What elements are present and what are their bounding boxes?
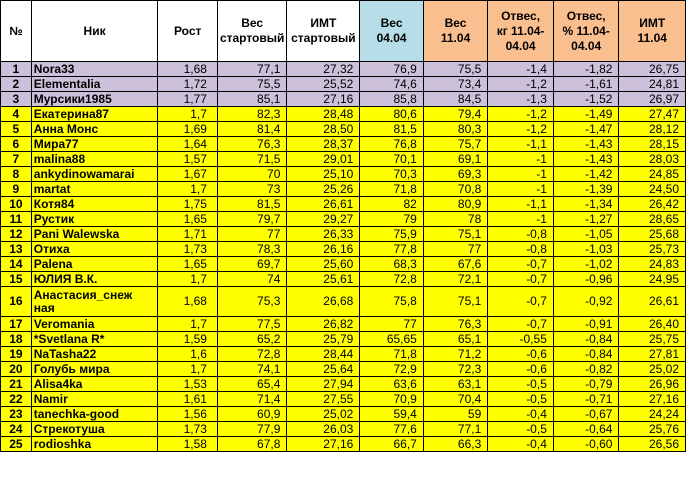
- cell-number: 18: [1, 332, 32, 347]
- cell-height: 1,59: [158, 332, 218, 347]
- cell-weight-start: 85,1: [217, 92, 286, 107]
- cell-weight-0404: 80,6: [360, 107, 424, 122]
- table-row: [1, 437, 686, 452]
- header-loss-kg: Отвес, кг 11.04- 04.04: [488, 1, 554, 62]
- cell-weight-0404: 70,9: [360, 392, 424, 407]
- cell-loss-pct: -1,05: [553, 227, 619, 242]
- cell-bmi-start: 25,64: [287, 362, 360, 377]
- cell-loss-kg: -0,7: [488, 287, 554, 317]
- cell-height: 1,56: [158, 407, 218, 422]
- cell-number: 25: [1, 437, 32, 452]
- cell-weight-1104: 73,4: [423, 77, 487, 92]
- cell-height: 1,7: [158, 317, 218, 332]
- cell-nick: Namir: [31, 392, 158, 407]
- cell-weight-0404: 68,3: [360, 257, 424, 272]
- cell-loss-kg: -1,2: [488, 122, 554, 137]
- cell-loss-kg: -1: [488, 152, 554, 167]
- header-weight-1104: Вес 11.04: [423, 1, 487, 62]
- table-row: [1, 422, 686, 437]
- header-nick: Ник: [31, 1, 158, 62]
- cell-weight-start: 75,3: [217, 287, 286, 317]
- cell-weight-start: 78,3: [217, 242, 286, 257]
- cell-nick: Nora33: [31, 62, 158, 77]
- cell-height: 1,77: [158, 92, 218, 107]
- cell-weight-start: 72,8: [217, 347, 286, 362]
- cell-weight-1104: 71,2: [423, 347, 487, 362]
- cell-bmi-start: 25,02: [287, 407, 360, 422]
- cell-bmi-1104: 28,03: [619, 152, 686, 167]
- cell-weight-1104: 75,5: [423, 62, 487, 77]
- cell-bmi-1104: 24,83: [619, 257, 686, 272]
- cell-height: 1,65: [158, 212, 218, 227]
- cell-loss-pct: -0,82: [553, 362, 619, 377]
- table-row: [1, 242, 686, 257]
- table-row: [1, 377, 686, 392]
- cell-weight-start: 77,9: [217, 422, 286, 437]
- cell-height: 1,72: [158, 77, 218, 92]
- cell-bmi-start: 26,16: [287, 242, 360, 257]
- cell-loss-kg: -0,7: [488, 317, 554, 332]
- cell-weight-0404: 77,8: [360, 242, 424, 257]
- cell-weight-0404: 77,6: [360, 422, 424, 437]
- cell-bmi-1104: 28,15: [619, 137, 686, 152]
- cell-bmi-1104: 25,02: [619, 362, 686, 377]
- cell-weight-start: 81,5: [217, 197, 286, 212]
- cell-loss-kg: -0,6: [488, 347, 554, 362]
- cell-weight-1104: 66,3: [423, 437, 487, 452]
- cell-height: 1,69: [158, 122, 218, 137]
- cell-loss-pct: -1,39: [553, 182, 619, 197]
- cell-loss-kg: -1,3: [488, 92, 554, 107]
- cell-weight-0404: 77: [360, 317, 424, 332]
- cell-nick: Стрекотуша: [31, 422, 158, 437]
- cell-weight-0404: 79: [360, 212, 424, 227]
- cell-nick: malina88: [31, 152, 158, 167]
- cell-weight-1104: 65,1: [423, 332, 487, 347]
- cell-weight-1104: 75,1: [423, 227, 487, 242]
- cell-weight-start: 77,5: [217, 317, 286, 332]
- cell-loss-pct: -1,49: [553, 107, 619, 122]
- cell-bmi-start: 25,60: [287, 257, 360, 272]
- cell-weight-1104: 72,3: [423, 362, 487, 377]
- cell-loss-pct: -1,43: [553, 137, 619, 152]
- cell-weight-1104: 69,1: [423, 152, 487, 167]
- cell-bmi-1104: 24,50: [619, 182, 686, 197]
- cell-loss-kg: -1: [488, 167, 554, 182]
- cell-weight-1104: 59: [423, 407, 487, 422]
- cell-nick: Екатерина87: [31, 107, 158, 122]
- cell-weight-start: 65,2: [217, 332, 286, 347]
- cell-number: 11: [1, 212, 32, 227]
- cell-bmi-start: 26,33: [287, 227, 360, 242]
- cell-height: 1,75: [158, 197, 218, 212]
- cell-nick: Мира77: [31, 137, 158, 152]
- cell-bmi-1104: 26,61: [619, 287, 686, 317]
- cell-loss-pct: -0,84: [553, 332, 619, 347]
- cell-height: 1,65: [158, 257, 218, 272]
- cell-number: 14: [1, 257, 32, 272]
- cell-bmi-start: 28,48: [287, 107, 360, 122]
- cell-weight-1104: 70,8: [423, 182, 487, 197]
- table-row: [1, 407, 686, 422]
- cell-loss-kg: -0,5: [488, 392, 554, 407]
- table-row: [1, 152, 686, 167]
- cell-bmi-1104: 26,40: [619, 317, 686, 332]
- cell-loss-pct: -1,34: [553, 197, 619, 212]
- table-row: [1, 197, 686, 212]
- table-row: [1, 182, 686, 197]
- cell-height: 1,67: [158, 167, 218, 182]
- cell-loss-kg: -0,7: [488, 272, 554, 287]
- cell-loss-pct: -0,91: [553, 317, 619, 332]
- cell-weight-start: 75,5: [217, 77, 286, 92]
- table-body: [1, 62, 686, 452]
- cell-height: 1,7: [158, 107, 218, 122]
- cell-loss-kg: -0,8: [488, 242, 554, 257]
- cell-weight-0404: 76,9: [360, 62, 424, 77]
- cell-nick: ankydinowamarai: [31, 167, 158, 182]
- cell-bmi-1104: 26,75: [619, 62, 686, 77]
- cell-height: 1,53: [158, 377, 218, 392]
- cell-nick: martat: [31, 182, 158, 197]
- table-row: [1, 137, 686, 152]
- cell-bmi-1104: 26,96: [619, 377, 686, 392]
- cell-number: 10: [1, 197, 32, 212]
- cell-weight-start: 82,3: [217, 107, 286, 122]
- header-loss-pct: Отвес, % 11.04- 04.04: [553, 1, 619, 62]
- cell-loss-pct: -0,67: [553, 407, 619, 422]
- cell-weight-1104: 75,1: [423, 287, 487, 317]
- cell-weight-start: 74: [217, 272, 286, 287]
- cell-number: 3: [1, 92, 32, 107]
- cell-weight-start: 71,5: [217, 152, 286, 167]
- cell-weight-0404: 71,8: [360, 347, 424, 362]
- cell-weight-start: 77: [217, 227, 286, 242]
- cell-height: 1,61: [158, 392, 218, 407]
- cell-bmi-start: 26,68: [287, 287, 360, 317]
- cell-height: 1,68: [158, 62, 218, 77]
- cell-loss-pct: -1,47: [553, 122, 619, 137]
- table-row: [1, 77, 686, 92]
- table-row: [1, 107, 686, 122]
- cell-weight-0404: 85,8: [360, 92, 424, 107]
- cell-bmi-1104: 24,24: [619, 407, 686, 422]
- cell-bmi-start: 25,79: [287, 332, 360, 347]
- cell-bmi-start: 27,16: [287, 92, 360, 107]
- cell-weight-0404: 72,9: [360, 362, 424, 377]
- cell-weight-0404: 82: [360, 197, 424, 212]
- cell-bmi-1104: 28,65: [619, 212, 686, 227]
- cell-bmi-start: 28,50: [287, 122, 360, 137]
- table-row: [1, 332, 686, 347]
- cell-bmi-start: 25,26: [287, 182, 360, 197]
- cell-number: 13: [1, 242, 32, 257]
- cell-nick: Мурсики1985: [31, 92, 158, 107]
- cell-bmi-start: 27,94: [287, 377, 360, 392]
- cell-bmi-1104: 27,16: [619, 392, 686, 407]
- header-bmi-start: ИМТ стартовый: [287, 1, 360, 62]
- cell-bmi-1104: 25,73: [619, 242, 686, 257]
- cell-weight-0404: 71,8: [360, 182, 424, 197]
- cell-number: 22: [1, 392, 32, 407]
- cell-number: 17: [1, 317, 32, 332]
- cell-loss-kg: -0,8: [488, 227, 554, 242]
- cell-bmi-start: 26,61: [287, 197, 360, 212]
- cell-loss-kg: -1,2: [488, 77, 554, 92]
- cell-weight-1104: 75,7: [423, 137, 487, 152]
- cell-loss-kg: -0,5: [488, 422, 554, 437]
- cell-nick: Рустик: [31, 212, 158, 227]
- table-row: [1, 122, 686, 137]
- cell-number: 6: [1, 137, 32, 152]
- cell-loss-pct: -0,96: [553, 272, 619, 287]
- cell-loss-kg: -0,7: [488, 257, 554, 272]
- cell-weight-start: 65,4: [217, 377, 286, 392]
- cell-number: 9: [1, 182, 32, 197]
- cell-nick: Veromania: [31, 317, 158, 332]
- cell-weight-1104: 63,1: [423, 377, 487, 392]
- cell-loss-pct: -1,27: [553, 212, 619, 227]
- cell-loss-pct: -1,61: [553, 77, 619, 92]
- cell-loss-pct: -1,52: [553, 92, 619, 107]
- cell-bmi-start: 26,03: [287, 422, 360, 437]
- cell-nick: Отиха: [31, 242, 158, 257]
- cell-height: 1,73: [158, 242, 218, 257]
- cell-weight-0404: 70,3: [360, 167, 424, 182]
- header-height: Рост: [158, 1, 218, 62]
- cell-weight-0404: 66,7: [360, 437, 424, 452]
- cell-height: 1,57: [158, 152, 218, 167]
- cell-loss-kg: -1,4: [488, 62, 554, 77]
- header-row: [1, 1, 686, 62]
- cell-weight-start: 67,8: [217, 437, 286, 452]
- cell-height: 1,64: [158, 137, 218, 152]
- cell-nick: Голубь мира: [31, 362, 158, 377]
- cell-number: 7: [1, 152, 32, 167]
- cell-bmi-1104: 25,75: [619, 332, 686, 347]
- cell-bmi-start: 25,52: [287, 77, 360, 92]
- cell-height: 1,73: [158, 422, 218, 437]
- cell-loss-kg: -0,6: [488, 362, 554, 377]
- cell-nick: *Svetlana R*: [31, 332, 158, 347]
- cell-height: 1,7: [158, 272, 218, 287]
- cell-weight-start: 74,1: [217, 362, 286, 377]
- cell-bmi-start: 29,01: [287, 152, 360, 167]
- cell-loss-kg: -0,4: [488, 437, 554, 452]
- cell-weight-0404: 59,4: [360, 407, 424, 422]
- cell-loss-pct: -1,42: [553, 167, 619, 182]
- cell-loss-pct: -1,43: [553, 152, 619, 167]
- cell-weight-1104: 77,1: [423, 422, 487, 437]
- cell-weight-1104: 67,6: [423, 257, 487, 272]
- cell-weight-start: 71,4: [217, 392, 286, 407]
- cell-loss-pct: -0,84: [553, 347, 619, 362]
- table-row: [1, 392, 686, 407]
- cell-weight-0404: 76,8: [360, 137, 424, 152]
- cell-loss-pct: -1,03: [553, 242, 619, 257]
- cell-weight-1104: 78: [423, 212, 487, 227]
- cell-height: 1,68: [158, 287, 218, 317]
- cell-loss-kg: -1: [488, 212, 554, 227]
- cell-bmi-1104: 25,68: [619, 227, 686, 242]
- cell-bmi-start: 28,37: [287, 137, 360, 152]
- cell-weight-start: 79,7: [217, 212, 286, 227]
- cell-weight-0404: 70,1: [360, 152, 424, 167]
- table-row: [1, 92, 686, 107]
- cell-weight-start: 76,3: [217, 137, 286, 152]
- cell-weight-1104: 72,1: [423, 272, 487, 287]
- cell-bmi-1104: 26,42: [619, 197, 686, 212]
- table-row: [1, 257, 686, 272]
- cell-number: 19: [1, 347, 32, 362]
- header-bmi-1104: ИМТ 11.04: [619, 1, 686, 62]
- cell-bmi-start: 25,10: [287, 167, 360, 182]
- cell-bmi-1104: 24,81: [619, 77, 686, 92]
- cell-loss-kg: -0,4: [488, 407, 554, 422]
- cell-height: 1,58: [158, 437, 218, 452]
- cell-bmi-1104: 26,97: [619, 92, 686, 107]
- cell-number: 8: [1, 167, 32, 182]
- cell-weight-0404: 74,6: [360, 77, 424, 92]
- cell-loss-kg: -0,5: [488, 377, 554, 392]
- cell-bmi-1104: 27,81: [619, 347, 686, 362]
- cell-weight-start: 69,7: [217, 257, 286, 272]
- cell-nick: Анастасия_снеж ная: [31, 287, 158, 317]
- cell-bmi-start: 27,16: [287, 437, 360, 452]
- cell-nick: Alisa4ka: [31, 377, 158, 392]
- cell-nick: tanechka-good: [31, 407, 158, 422]
- cell-weight-start: 60,9: [217, 407, 286, 422]
- cell-loss-kg: -1,1: [488, 137, 554, 152]
- cell-weight-1104: 70,4: [423, 392, 487, 407]
- cell-number: 5: [1, 122, 32, 137]
- cell-loss-kg: -1,2: [488, 107, 554, 122]
- cell-number: 21: [1, 377, 32, 392]
- header-number: №: [1, 1, 32, 62]
- cell-weight-0404: 63,6: [360, 377, 424, 392]
- cell-loss-pct: -1,82: [553, 62, 619, 77]
- table-row: [1, 227, 686, 242]
- table-row: [1, 167, 686, 182]
- cell-number: 12: [1, 227, 32, 242]
- cell-weight-1104: 80,3: [423, 122, 487, 137]
- cell-loss-pct: -0,64: [553, 422, 619, 437]
- cell-number: 24: [1, 422, 32, 437]
- header-weight-0404: Вес 04.04: [360, 1, 424, 62]
- cell-nick: ЮЛИЯ В.К.: [31, 272, 158, 287]
- cell-bmi-1104: 28,12: [619, 122, 686, 137]
- cell-weight-0404: 72,8: [360, 272, 424, 287]
- cell-weight-1104: 76,3: [423, 317, 487, 332]
- cell-number: 4: [1, 107, 32, 122]
- table-row: [1, 62, 686, 77]
- cell-bmi-1104: 24,95: [619, 272, 686, 287]
- cell-loss-kg: -1,1: [488, 197, 554, 212]
- cell-weight-start: 81,4: [217, 122, 286, 137]
- cell-loss-pct: -0,60: [553, 437, 619, 452]
- cell-nick: Pani Walewska: [31, 227, 158, 242]
- cell-height: 1,7: [158, 362, 218, 377]
- cell-nick: Котя84: [31, 197, 158, 212]
- cell-height: 1,71: [158, 227, 218, 242]
- cell-nick: rodioshka: [31, 437, 158, 452]
- cell-loss-pct: -1,02: [553, 257, 619, 272]
- cell-height: 1,6: [158, 347, 218, 362]
- cell-bmi-1104: 26,56: [619, 437, 686, 452]
- cell-weight-start: 70: [217, 167, 286, 182]
- cell-weight-start: 77,1: [217, 62, 286, 77]
- cell-weight-0404: 81,5: [360, 122, 424, 137]
- cell-bmi-start: 26,82: [287, 317, 360, 332]
- cell-number: 15: [1, 272, 32, 287]
- cell-number: 1: [1, 62, 32, 77]
- table-row: [1, 272, 686, 287]
- cell-loss-kg: -0,55: [488, 332, 554, 347]
- table-row: [1, 287, 686, 317]
- cell-weight-start: 73: [217, 182, 286, 197]
- cell-bmi-1104: 24,85: [619, 167, 686, 182]
- cell-weight-1104: 84,5: [423, 92, 487, 107]
- cell-bmi-start: 25,61: [287, 272, 360, 287]
- cell-nick: Palena: [31, 257, 158, 272]
- table-row: [1, 347, 686, 362]
- cell-bmi-start: 27,55: [287, 392, 360, 407]
- cell-bmi-1104: 25,76: [619, 422, 686, 437]
- cell-number: 20: [1, 362, 32, 377]
- cell-number: 16: [1, 287, 32, 317]
- cell-number: 2: [1, 77, 32, 92]
- cell-loss-kg: -1: [488, 182, 554, 197]
- header-weight-start: Вес стартовый: [217, 1, 286, 62]
- cell-weight-1104: 69,3: [423, 167, 487, 182]
- cell-bmi-1104: 27,47: [619, 107, 686, 122]
- cell-nick: Анна Монс: [31, 122, 158, 137]
- cell-bmi-start: 29,27: [287, 212, 360, 227]
- table-row: [1, 212, 686, 227]
- cell-weight-0404: 75,8: [360, 287, 424, 317]
- cell-bmi-start: 28,44: [287, 347, 360, 362]
- cell-nick: Elementalia: [31, 77, 158, 92]
- cell-weight-1104: 80,9: [423, 197, 487, 212]
- cell-weight-0404: 65,65: [360, 332, 424, 347]
- table-row: [1, 362, 686, 377]
- cell-weight-1104: 79,4: [423, 107, 487, 122]
- cell-loss-pct: -0,71: [553, 392, 619, 407]
- table-row: [1, 317, 686, 332]
- cell-loss-pct: -0,79: [553, 377, 619, 392]
- cell-bmi-start: 27,32: [287, 62, 360, 77]
- cell-weight-0404: 75,9: [360, 227, 424, 242]
- cell-number: 23: [1, 407, 32, 422]
- cell-loss-pct: -0,92: [553, 287, 619, 317]
- cell-height: 1,7: [158, 182, 218, 197]
- cell-nick: NaTasha22: [31, 347, 158, 362]
- cell-weight-1104: 77: [423, 242, 487, 257]
